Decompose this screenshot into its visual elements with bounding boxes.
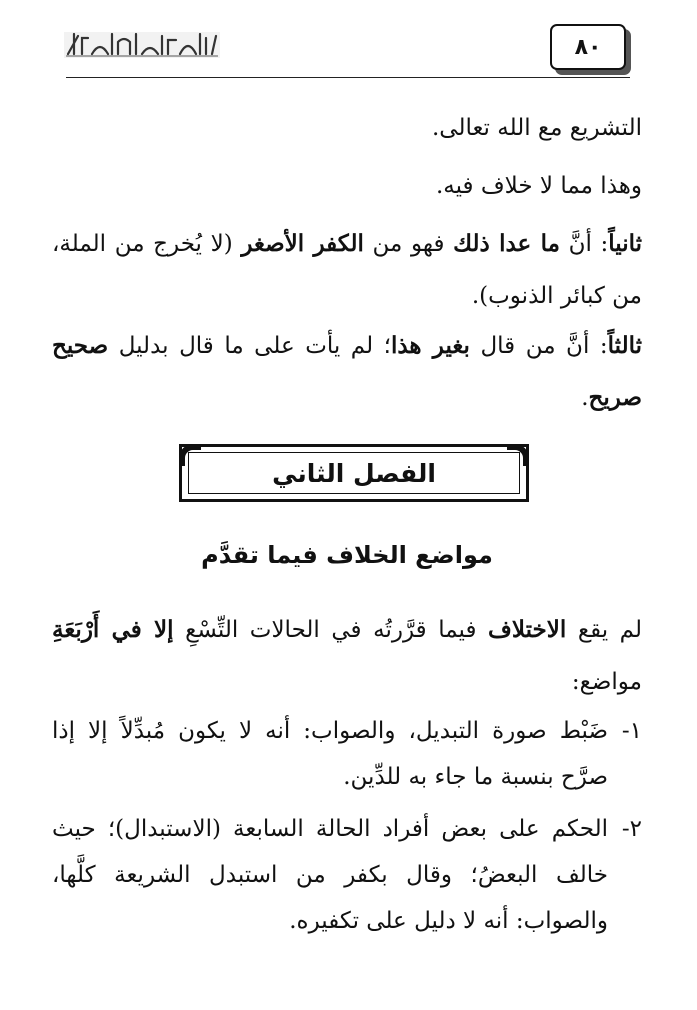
- page-number: ٨٠: [574, 34, 602, 60]
- paragraph-3: [52, 218, 642, 322]
- paragraph-4: [52, 320, 642, 424]
- paragraph-5-text-3: مواضع:: [571, 669, 642, 695]
- paragraph-4-text-1: : أنَّ من قال: [469, 333, 608, 359]
- list-item: [52, 708, 642, 800]
- list-item-number: ١-: [621, 718, 642, 744]
- list-item-text: ضَبْط صورة التبديل، والصواب: أنه لا يكون مُبدِّلاً إلا إذا صرَّح بنسبة ما جاء به للدِّين.: [52, 718, 608, 790]
- paragraph-5-text-2: فيما قرَّرتُه في الحالات التِّسْعِ: [173, 617, 489, 643]
- paragraph-5-text-1: لم يقع: [566, 617, 643, 643]
- list-item: [52, 806, 642, 944]
- paragraph-4-text-2: ؛ لم يأت على ما قال بدليل: [108, 333, 391, 359]
- chapter-title: الفصل الثاني: [272, 458, 436, 488]
- paragraph-2-text: وهذا مما لا خلاف فيه.: [435, 173, 642, 199]
- paragraph-3-text-2: فهو من: [363, 231, 454, 257]
- paragraph-4-bold-2: صحيح صريح: [52, 332, 642, 411]
- section-heading: مواضع الخلاف فيما تقدَّم: [201, 541, 493, 569]
- paragraph-4-text-3: .: [581, 385, 589, 411]
- paragraph-3-text-1: : أنَّ: [559, 231, 609, 257]
- paragraph-3-text-3: (لا يُخرج من الملة، من كبائر الذنوب).: [52, 231, 642, 309]
- paragraph-4-lead: ثالثاً: [607, 332, 642, 359]
- paragraph-5-bold-1: الاختلاف: [488, 616, 567, 643]
- paragraph-5: [52, 604, 642, 708]
- paragraph-3-bold-2: الكفر الأصغر: [241, 230, 364, 257]
- paragraph-5-bold-2: إلا في أَرْبَعَةِ: [52, 616, 174, 643]
- paragraph-2: [52, 160, 642, 212]
- chapter-title-box: [179, 444, 529, 502]
- paragraph-1: [52, 102, 642, 154]
- header-divider: [66, 77, 630, 78]
- chapter-box-corner-ornament: [179, 444, 201, 466]
- paragraph-4-bold-1: بغير هذا: [390, 332, 470, 359]
- paragraph-3-bold-1: ما عدا ذلك: [453, 230, 560, 257]
- book-title-calligraphy-logo: [64, 28, 220, 62]
- paragraph-1-text: التشريع مع الله تعالى.: [431, 115, 642, 141]
- list-item-text: الحكم على بعض أفراد الحالة السابعة (الاستبدال)؛ حيث خالف البعضُ؛ وقال بكفر من استبدل الشريعة كلَّها، والصواب: أنه لا دليل على تكفيره.: [52, 816, 608, 934]
- chapter-box-corner-ornament: [507, 444, 529, 466]
- paragraph-3-lead: ثانياً: [608, 230, 643, 257]
- list-item-number: ٢-: [621, 816, 642, 842]
- page-number-box: [550, 24, 626, 70]
